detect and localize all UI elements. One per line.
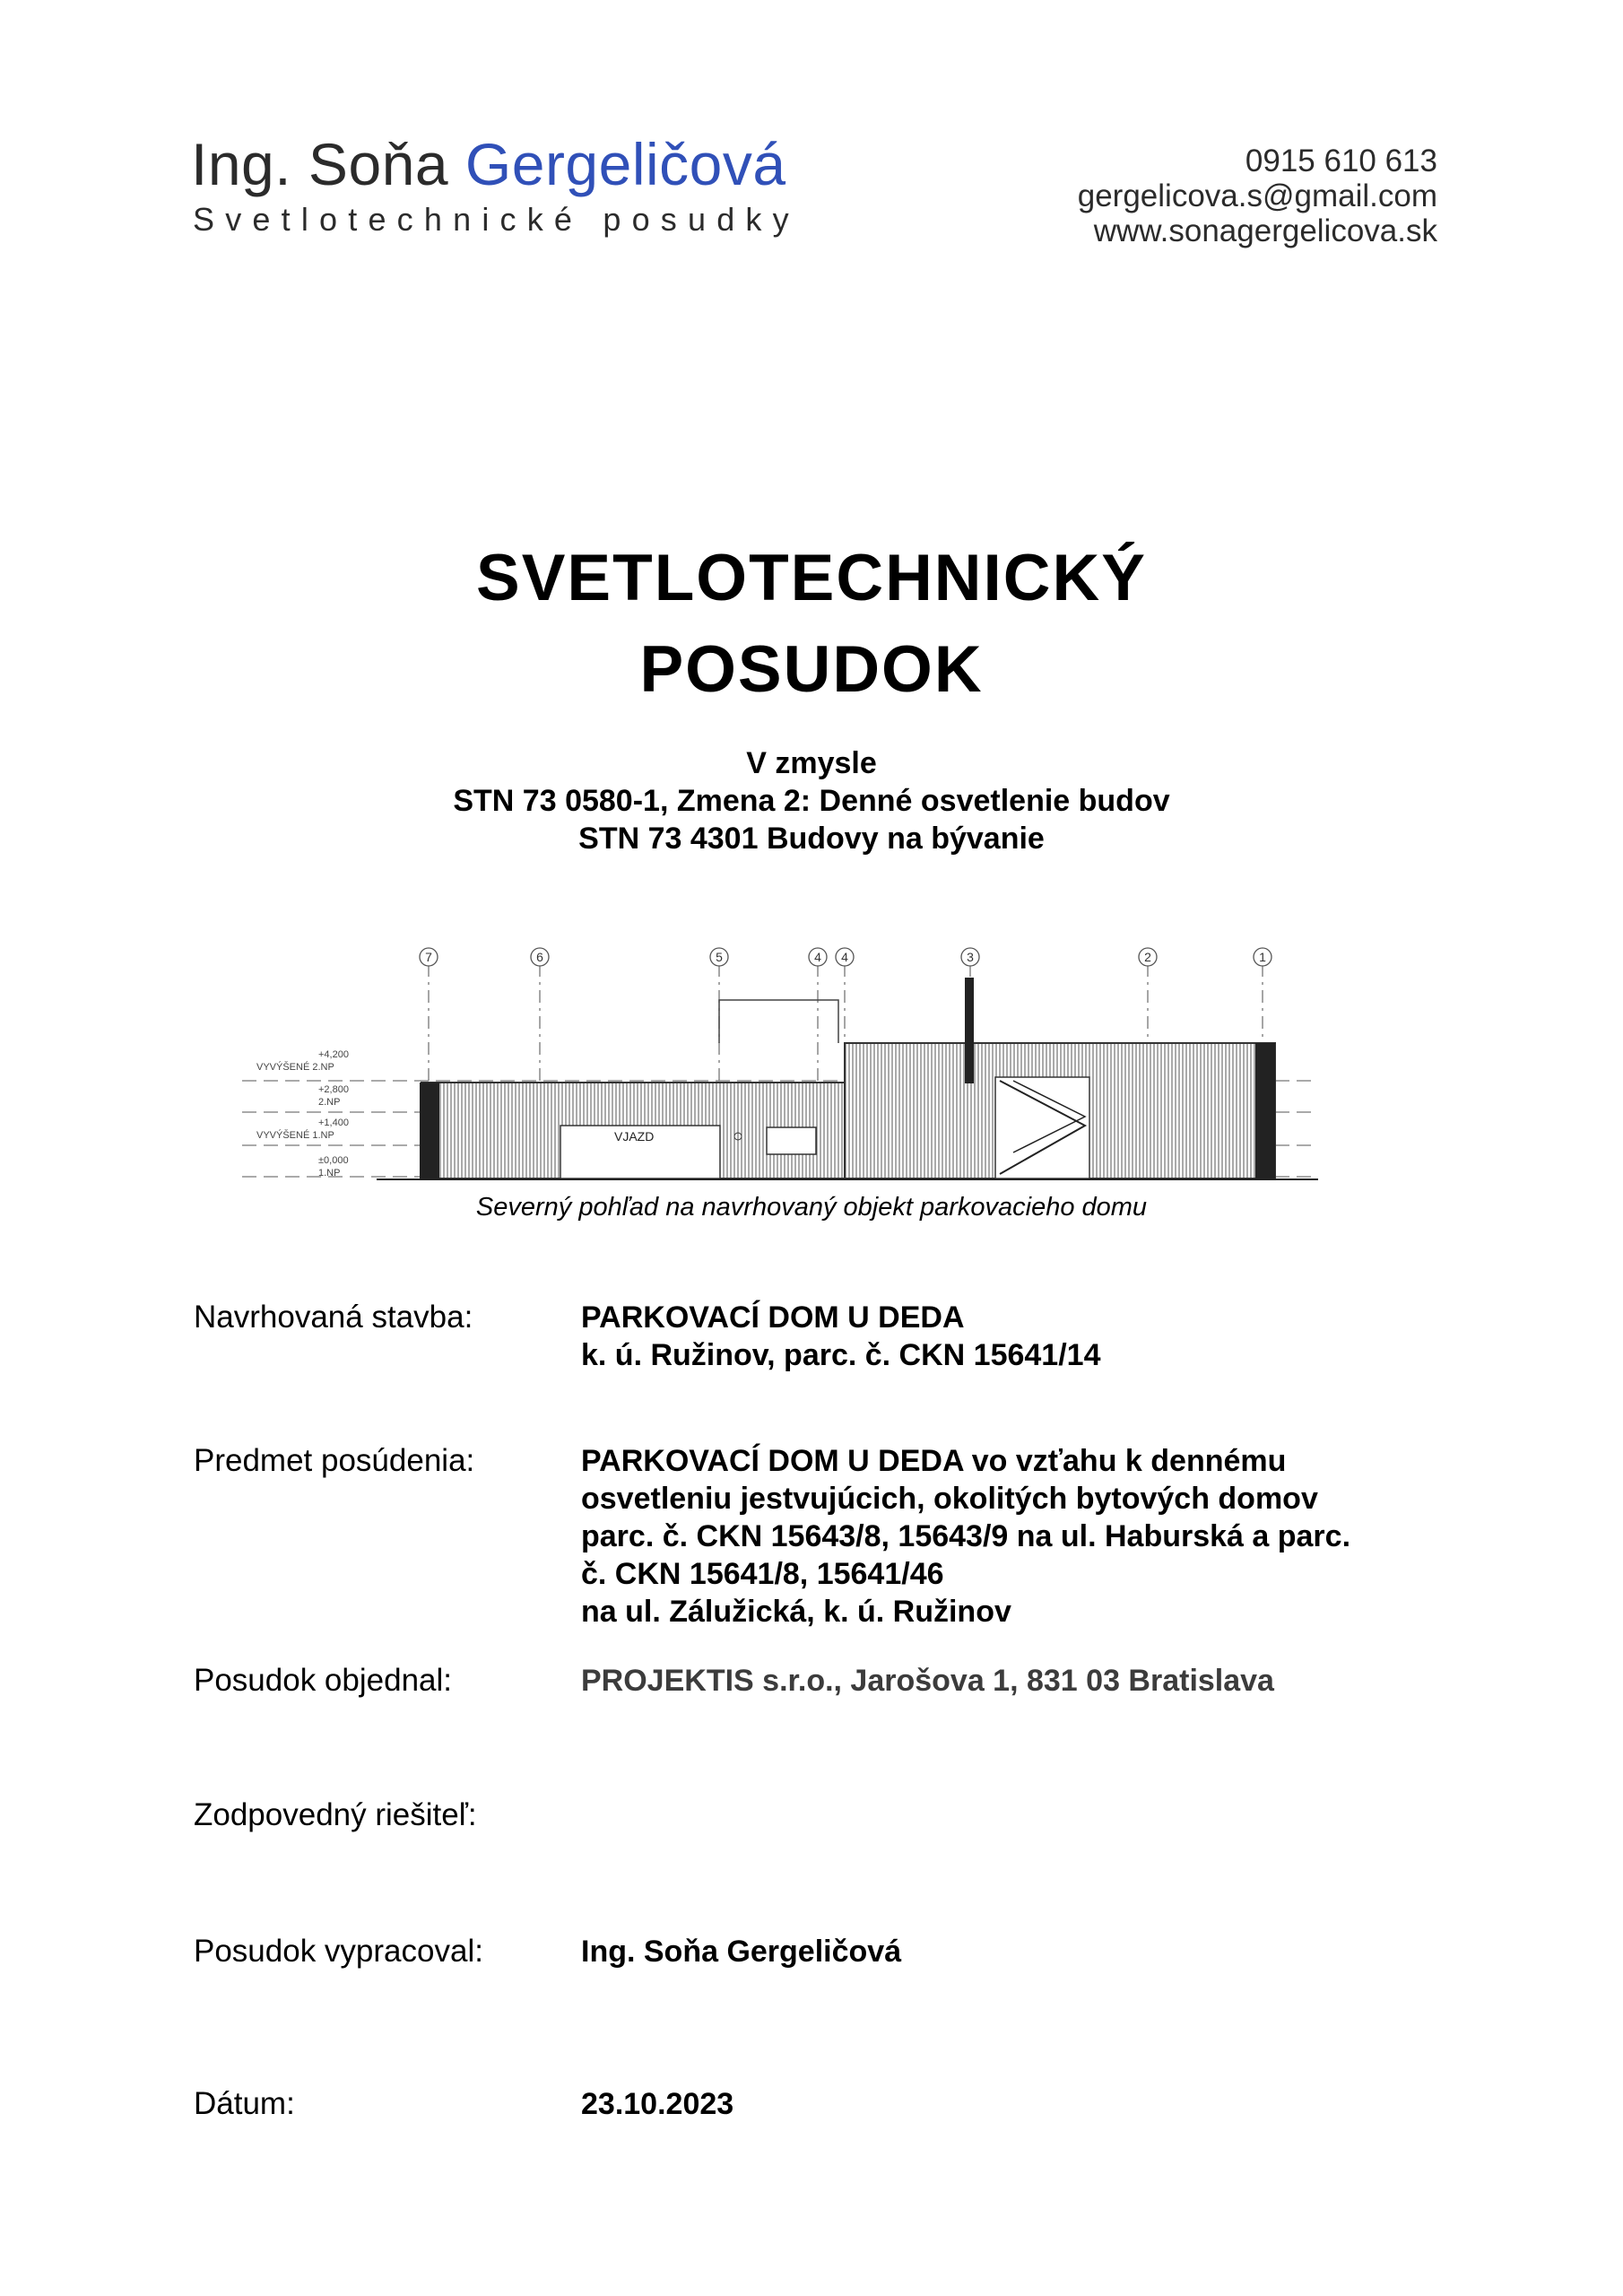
- field-label-objednal: Posudok objednal:: [194, 1663, 452, 1698]
- level-value: +4,200: [318, 1049, 349, 1060]
- north-elevation-drawing: [242, 937, 1336, 1193]
- field-value-stavba-line1: PARKOVACÍ DOM U DEDA: [581, 1300, 965, 1335]
- document-title-line1: SVETLOTECHNICKÝ: [476, 542, 1147, 614]
- facade-window: [767, 1127, 816, 1154]
- standards-intro: V zmysle: [746, 746, 877, 780]
- field-label-stavba: Navrhovaná stavba:: [194, 1300, 473, 1335]
- field-value-stavba-line2: k. ú. Ružinov, parc. č. CKN 15641/14: [581, 1338, 1101, 1372]
- axis-label: 2: [1144, 950, 1151, 964]
- building-east-endwall: [1255, 1043, 1275, 1178]
- rooftop-mast: [965, 978, 974, 1083]
- field-value-vypracoval: Ing. Soňa Gergeličová: [581, 1935, 902, 1969]
- field-value-predmet-line: parc. č. CKN 15643/8, 15643/9 na ul. Haburská a parc.: [581, 1519, 1351, 1553]
- axis-label: 3: [967, 950, 974, 964]
- drawing-caption: Severný pohľad na navrhovaný objekt parkovacieho domu: [475, 1193, 1148, 1222]
- field-value-predmet-line: na ul. Zálužická, k. ú. Ružinov: [581, 1595, 1011, 1629]
- field-label-predmet: Predmet posúdenia:: [194, 1443, 475, 1478]
- field-value-predmet-line: č. CKN 15641/8, 15641/46: [581, 1557, 944, 1591]
- axis-label: 4: [841, 950, 848, 964]
- contact-phone: 0915 610 613: [1245, 144, 1437, 178]
- level-tag: VYVÝŠENÉ 2.NP: [256, 1062, 334, 1073]
- axis-label: 5: [716, 950, 723, 964]
- standard-2: STN 73 4301 Budovy na bývanie: [578, 822, 1045, 856]
- level-tag: VYVÝŠENÉ 1.NP: [256, 1130, 334, 1141]
- entrance-label: VJAZD: [614, 1129, 655, 1144]
- author-name-first: Ing. Soňa: [191, 131, 465, 197]
- level-value: +1,400: [318, 1118, 349, 1128]
- level-tag: 2.NP: [318, 1097, 341, 1108]
- field-value-objednal: PROJEKTIS s.r.o., Jarošova 1, 831 03 Bratislava: [581, 1664, 1274, 1698]
- level-value: +2,800: [318, 1084, 349, 1095]
- field-label-datum: Dátum:: [194, 2086, 295, 2121]
- level-tag: 1.NP: [318, 1168, 341, 1178]
- field-label-riesitel: Zodpovedný riešiteľ:: [194, 1797, 477, 1832]
- axis-label: 6: [536, 950, 543, 964]
- axis-label: 4: [814, 950, 821, 964]
- level-value: ±0,000: [318, 1155, 349, 1166]
- contact-web: www.sonagergelicova.sk: [1093, 213, 1437, 248]
- axis-label: 7: [425, 950, 432, 964]
- contact-block: [1078, 144, 1437, 248]
- author-name-last: Gergeličová: [464, 131, 786, 197]
- author-tagline: Svetlotechnické posudky: [193, 201, 800, 238]
- field-value-predmet-line: osvetleniu jestvujúcich, okolitých bytových domov: [581, 1482, 1318, 1516]
- rooftop-outline: [719, 1000, 838, 1043]
- staircase-frame: [995, 1077, 1089, 1178]
- field-value-predmet-line: PARKOVACÍ DOM U DEDA vo vzťahu k dennému: [581, 1444, 1287, 1478]
- document-title-line2: POSUDOK: [639, 633, 984, 706]
- standard-1: STN 73 0580-1, Zmena 2: Denné osvetlenie budov: [453, 784, 1170, 818]
- author-name: [191, 131, 786, 197]
- contact-email: gergelicova.s@gmail.com: [1077, 178, 1437, 213]
- field-label-vypracoval: Posudok vypracoval:: [194, 1934, 483, 1969]
- building-west-endwall: [420, 1083, 439, 1178]
- axis-label: 1: [1259, 950, 1266, 964]
- field-value-datum: 23.10.2023: [581, 2087, 734, 2121]
